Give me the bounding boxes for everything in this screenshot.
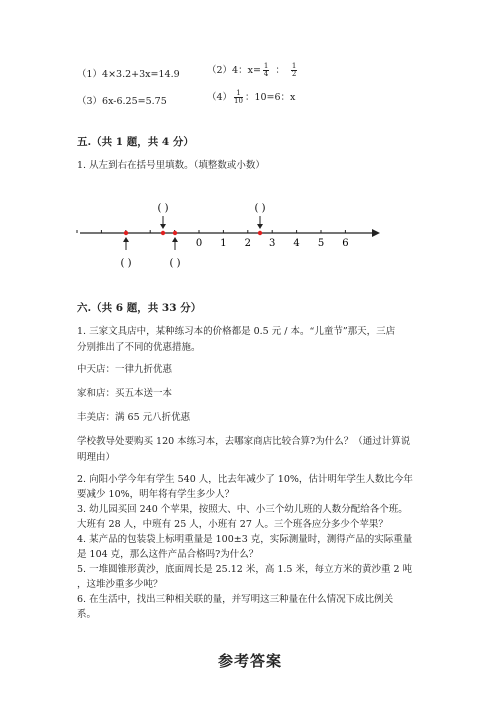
fraction-one-half (291, 63, 297, 78)
shop-jiahe: 家和店：买五本送一本 (77, 388, 173, 399)
equation-4 (207, 89, 295, 105)
answer-bracket-top-1: ( ) (157, 203, 169, 214)
equation-1 (77, 66, 180, 80)
section-6-heading: 六.（共 6 题，共 33 分） (77, 302, 202, 314)
fraction-one-tenth (234, 90, 243, 105)
q2-line-2: 要减少 10%，明年将有学生多少人？ (77, 489, 235, 500)
number-line-tick-label: 5 (317, 238, 325, 249)
q1-ask-line-1: 学校教导处要购买 120 本练习本，去哪家商店比较合算?为什么？（通过计算说 (77, 436, 411, 447)
fraction-denominator: 4 (263, 70, 269, 78)
arrow-head-icon (160, 224, 166, 229)
q1-ask-line-2: 明理由） (77, 452, 116, 463)
q4-line-2: 是 104 克，那么这件产品合格吗?为什么？ (77, 549, 259, 560)
number-line-point-d (258, 231, 262, 235)
number-line-labels (196, 238, 349, 249)
fraction-numerator: 1 (263, 62, 269, 70)
equation-4-text: （4） (207, 92, 233, 103)
number-line-point-b (161, 231, 165, 235)
equation-4-rest: ：10=6：x (244, 92, 296, 103)
shop-fengmei: 丰美店：满 65 元八折优惠 (77, 412, 191, 423)
number-line-arrow-icon (372, 229, 380, 237)
arrow-head-icon (172, 237, 178, 242)
answer-bracket-top-2: ( ) (254, 203, 266, 214)
equation-1-text: （1）4×3.2+3x=14.9 (77, 69, 180, 80)
equation-3 (77, 93, 167, 107)
fraction-denominator: 2 (291, 70, 297, 78)
q5-line-1: 5. 一堆圆锥形黄沙，底面周长是 25.12 米，高 1.5 米，每立方米的黄沙重 2 吨 (77, 564, 413, 575)
number-line-tick-label: 0 (195, 238, 203, 249)
equation-2-text: （2）4：x= (207, 65, 261, 76)
ratio-colon: ： (275, 65, 285, 76)
q6-line-2: 系。 (77, 609, 97, 620)
number-line-point-a (124, 231, 128, 235)
q4-line-1: 4. 某产品的包装袋上标明重量是 100±3 克，实际测量时，测得产品的实际重量 (77, 534, 413, 545)
q3-line-2: 大班有 28 人，中班有 25 人，小班有 27 人。三个班各应分多少个苹果？ (77, 519, 388, 530)
number-line-point-c (173, 231, 177, 235)
fraction-numerator: 1 (291, 62, 297, 70)
section-5-question-1: 1. 从左到右在括号里填数。（填整数或小数） (77, 160, 265, 171)
q3-line-1: 3. 幼儿园买回 240 个苹果，按照大、中、小三个幼儿班的人数分配给各个班。 (77, 504, 408, 515)
q1-line-1: 1. 三家文具店中，某种练习本的价格都是 0.5 元 / 本。“儿童节”那天，三店 (77, 326, 396, 337)
arrow-head-icon (123, 237, 129, 242)
q1-line-2: 分别推出了不同的优惠措施。 (77, 342, 201, 353)
number-line-tick-label: 1 (220, 238, 227, 249)
fraction-denominator: 10 (234, 97, 243, 105)
q5-line-2: ，这堆沙重多少吨？ (77, 579, 163, 590)
number-line-tick-label: 4 (293, 238, 300, 249)
number-line-tick-label: 6 (342, 238, 349, 249)
fraction-one-quarter (263, 63, 269, 78)
arrow-head-icon (257, 224, 263, 229)
number-line-tick-label: 2 (244, 238, 251, 249)
equation-2 (207, 62, 299, 78)
answers-title: 参考答案 (217, 652, 282, 670)
number-line-tick-label: 3 (269, 238, 276, 249)
q6-line-1: 6. 在生活中，找出三种相关联的量，并写明这三种量在什么情况下成比例关 (77, 594, 394, 605)
answer-bracket-bottom-1: ( ) (120, 258, 132, 269)
number-line-figure (70, 196, 390, 276)
q2-line-1: 2. 向阳小学今年有学生 540 人，比去年减少了 10%，估计明年学生人数比今年 (77, 474, 413, 485)
section-5-heading: 五.（共 1 题，共 4 分） (77, 136, 194, 148)
equation-3-text: （3）6x-6.25=5.75 (77, 96, 167, 107)
fraction-numerator: 1 (234, 90, 243, 98)
answer-bracket-bottom-2: ( ) (169, 258, 181, 269)
shop-zhongtian: 中天店：一律九折优惠 (77, 364, 173, 375)
